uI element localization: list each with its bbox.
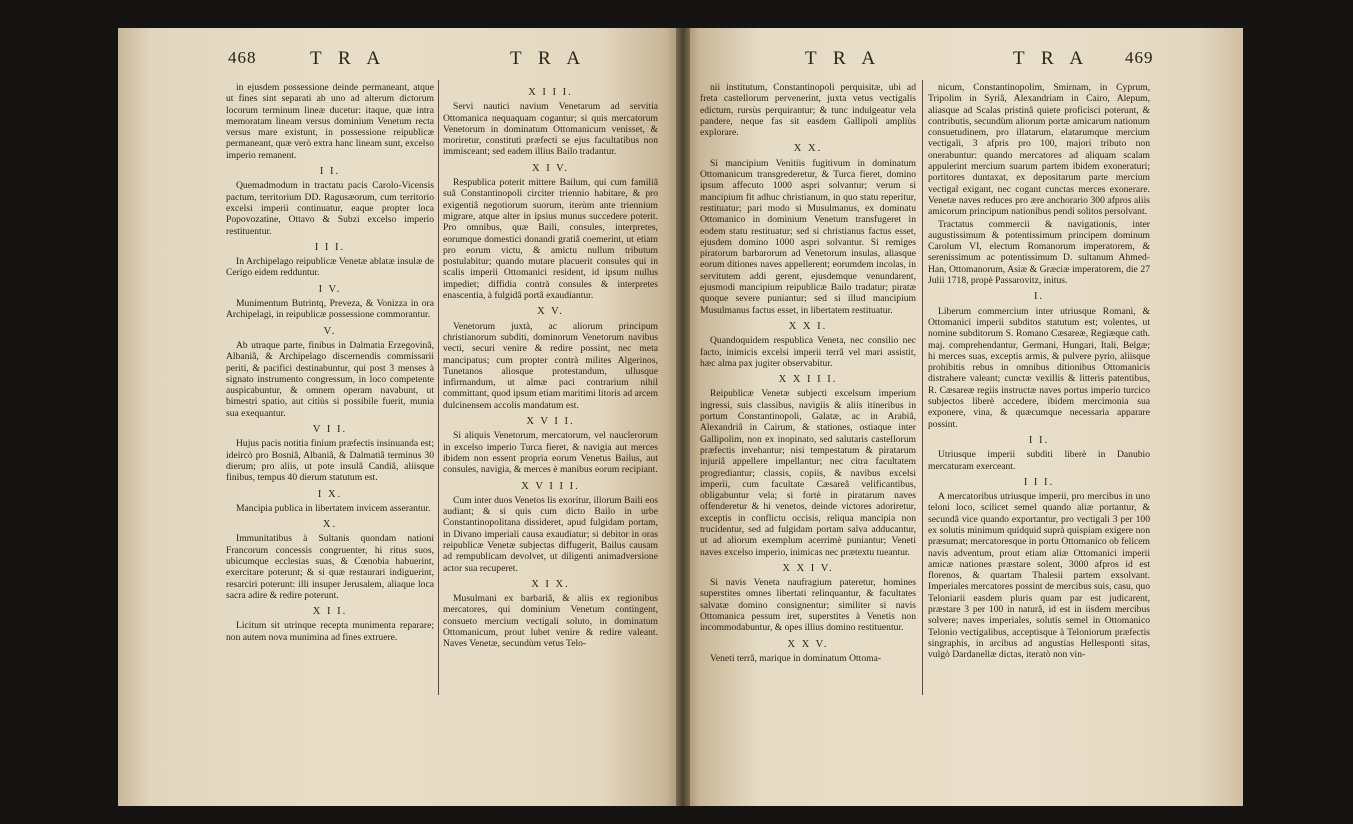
paragraph: in ejusdem possessione deinde permaneant, atque ut fines sint separati ab uno ad alterum dictorum locorum terminum lineæ ducetur: itaque, quæ intra memoratam lineam versus dominium Venetum recta versus mare existunt, in possessione reipublicæ permaneant, quæ verò extra hanc lineam sunt, excelso imperio remanent. [226,82,434,161]
paragraph: Mancipia publica in libertatem invicem asserantur. [236,502,431,514]
book-gutter [676,28,690,806]
paragraph: A mercatoribus utriusque imperii, pro mercibus in uno teloni loco, scilicet semel quando aliæ portantur, & secundâ vice quando exportantur, pro vectigali 3 per 100 ex solutis minimum quidquid suprà quispiam exigere non præsumat; mercatoresque in portu Ottomanico ob felicem navis adventum, prout etiam aliæ Ottomanici imperii amicæ nationes præstare solent, 3000 afpros id est florenos, & quartam Thalesii partem exsolvant. Imperiales mercatores possint de mercibus suis, casu, quo Teloniarii easdem pluris quam par est judicarent, præstare 3 per 100 in naturâ, id est in iisdem mercibus solvere; naves imperiales, solutis semel in Ottomanico Telonio vectigalibus, acceptisque à Teloniorum præfectis singraphis, in arcibus ad angustias Hellesponti sitas, vulgò Dardanellæ dictas, iteratò non vin- [928,491,1150,661]
right-column-rule [922,80,923,695]
section-number: X X V. [787,638,829,650]
left-column-rule [438,80,439,695]
paragraph: Servi nautici navium Venetarum ad servitia Ottomanica nequaquam cogantur; si quis mercatorum Venetorum in dominatum Ottomanicum venisset, & moriretur, constituti præfecti se ejus facultatibus non immisceant; sed eadem illius Bailo tradantur. [443,101,658,158]
paragraph: Tractatus commercii & navigationis, inter augustissimum & potentissimum principem dominum Carolum VI, electum Romanorum imperatorem, & serenissimum ac potentissimum D. sultanum Ahmed-Han, Ottomanorum, Asiæ & Græciæ imperatorem, die 27 Julii 1718, propè Passarovitz, initus. [928,218,1150,287]
paragraph: Cum inter duos Venetos lis exoritur, illorum Baili eos audiant; & si quis cum dicto Bailo in urbe Constantinopolitana dissideret, apud fulgidam portam, in Divano imperiali causa exaudiatur; si debitor in oras reipublicæ Venetæ subjectas diffugerit, Bailus causam ad rempublicam devolvet, ut diligenti animadversione actor sua recuperet. [443,494,658,574]
paragraph: Liberum commercium inter utriusque Romani, & Ottomanici imperii subditos statutum est; volentes, ut nomine subditorum S. Romano Cæsareæ, Regiæque cath. maj. comprehendantur, Germani, Hungari, Itali, Belgæ; hi merces suas, exceptis armis, & pulvere pyrio, aliisque prohibitis rebus in omnibus ditionibus Ottomanicis distrahere valeant; cunctæ vexillis & litteris patentibus, R. Cæsareæ regiis instructæ naves portus imperio turcico subjectos liberè accedere, ibidem mercimonia sua exponere, vina, & quæcumque necessaria apparare possint. [928,305,1150,430]
paragraph: Ab utraque parte, finibus in Dalmatia Erzegovinâ, Albaniâ, & Archipelago discernendis commissarii periti, & pacifici destinabuntur, qui post 3 menses à signato instrumento congressum, in loco competente auspicabuntur, & omnem operam navabunt, ut bimestri spatio, aut citiùs si possibile fuerit, munia sua exequantur. [226,339,434,419]
paragraph: Venetorum juxtà, ac aliorum principum christianorum subditi, dominorum Venetorum navibus vecti, securi venire & redire possint, nec meta mancipatus; cum propter contrà milites Algerinos, Tunetanos aliosque protestandum, ullusque infirmandum, ut almæ paci contrarium nihil committant, quod ipsum etiam maritimi litoris ad arcem dulcinensem accolis mandatum est. [443,320,658,411]
paragraph: Licitum sit utrinque recepta munimenta reparare; non autem nova munimina ad fines extruere. [226,620,434,643]
section-number: X X. [793,143,823,155]
section-number: I. [1033,291,1045,303]
left-running-head-1: T R A [310,48,387,69]
section-number: I I I. [1023,476,1055,488]
right-page-column-2 [928,82,1150,782]
paragraph: In Archipelago reipublicæ Venetæ ablatæ insulæ de Cerigo eidem redduntur. [226,256,434,279]
paragraph: Veneti terrâ, marique in dominatum Ottoma- [710,652,882,664]
right-page-number: 469 [1125,48,1154,67]
left-running-head-2: T R A [510,48,587,69]
paragraph: Respublica poterit mittere Bailum, qui cum familiâ suâ Constantinopoli circiter triennio habitare, & pro exigentiâ negotiorum suorum, iterùm ante triennium migrare, atque alter in ipsius munus succedere poterit. Pro omnibus, quæ Baili, consules, interpretes, eorumque domestici donandi gratiâ coemerint, ut etiam pro eorum victu, & amictu nullum tributum postulabitur; quando mutare placuerit consules qui in scalis imperii Ottomanici resident, id ipsum nullus impediet; diffidia contrà consules & interpretes enascentia, à fulgidâ portâ exaudiantur. [443,177,658,302]
section-number: X I X. [531,578,570,590]
section-number: X I I. [312,606,348,618]
right-running-head-1: T R A [805,48,882,69]
paragraph: Si aliquis Venetorum, mercatorum, vel nauclerorum in excelso imperio Turca fieret, & navigia aut merces ibidem non essent propria eorum Venetus Bailus, aut consules, navigia, & merces è manibus eorum recipiant. [443,430,658,476]
section-number: X I V. [532,162,569,174]
paragraph: Musulmani ex barbariâ, & aliis ex regionibus mercatores, qui dominium Venetum contingent, consueto mercium vectigali soluto, in dominatum Ottomanicum, prout lubet venire & redire valeant. Naves Venetæ, secundùm vetus Telo- [443,593,658,650]
right-running-head-2: T R A [1013,48,1090,69]
section-number: X V I I I. [521,480,580,492]
section-number: I I. [319,166,341,178]
left-page-column-2 [443,82,658,782]
paragraph: Quandoquidem respublica Veneta, nec consilio nec facto, inimicis excelsi imperii terrâ vel mari assistit, hæc alma pax jugiter observabitur. [700,335,916,369]
paragraph: Quemadmodum in tractatu pacis Carolo-Vicensis pactum, territorium DD. Ragusæorum, cum territorio excelsi imperii continuatur, eaque propter loca Popovozatine, Ottavo & Subzi excelso imperio restituentur. [226,180,434,237]
right-page-column-1 [700,82,916,782]
section-number: X I I I. [528,87,573,98]
section-number: X V I I. [526,416,575,428]
section-number: X. [322,519,338,531]
section-number: I V. [318,283,342,295]
section-number: I I I. [314,241,346,253]
left-page-number: 468 [228,48,257,67]
paragraph: Hujus pacis notitia finium præfectis insinuanda est; ideircò pro Bosniâ, Albaniâ, & Dalmatiâ terminus 30 dierum; pro aliis, ut pote insulâ Candiâ, aliisque finibus, tempus 40 dierum statutum est. [226,438,434,484]
section-number: I X. [317,488,343,500]
section-number: X X I V. [782,562,834,574]
left-page-column-1 [226,82,434,782]
section-number: X X I I I. [778,374,838,386]
paragraph: Reipublicæ Venetæ subjecti excelsum imperium ingressi, suis classibus, navigiis & aliis itineribus in portum Constantinopoli, Galatæ, ac in Arabiâ, Alexandriâ in Cairum, & stationes, ostiaque inter Gallipolim, non ex inopinato, sed salutaris castellorum præfectis invehantur; nisi tempestatum & piratarum injuriâ appellere impellantur; nec citra facultatem progrediantur; classis, copiis, & navibus excelsi imperii, cum facultate Cæsareâ velificantibus, obligabuntur vela; si fortè in piratarum naves offenderetur & hi venetos, deinde victores adoriretur, exceptis in conflictu occisis, reliqua mancipia non trucidentur, sed ad fulgidam portam salva adducantur, ut ad aliorum exemplum acerrimè puniantur; Veneti naves excelso imperio, inimicas nec prætextu tueantur. [700,388,916,558]
paragraph: Si navis Veneta naufragium pateretur, homines superstites omnes libertati relinquantur, & facultates salvatæ domino consignentur; similiter si navis Ottomanica pessum iret, superstites à Venetis non incommodabuntur, & opes illius domino restituentur. [700,577,916,634]
paragraph: Si mancipium Venitiis fugitivum in dominatum Ottomanicum transgrederetur, & Turca fieret, domino ipsum affecuto 1000 aspri solvantur; verum si mancipium fit adhuc christianum, in quo statu reperitur, restituatur; pari modo si Musulmanus, ex dominatu Ottomanico in dominium Venetum transfugeret in eodem statu restituatur; sed si christianus factus esset, ejusdem domino 1000 aspri solvantur. Si remiges piratorum barbarorum ad Venetorum insulas, aliasque eorum ditiones naves appellerent; eorumdem incolas, in servitutem addi gerent, ejusdemque venundarent, ejusmodi mancipium reipublicæ Bailo tradatur; piratæ quoque severe puniantur; sed si illud mancipium Musulmanus factus esset, in libertatem restituatur. [700,157,916,316]
paragraph: Utriusque imperii subditi liberè in Danubio mercaturam exerceant. [928,449,1150,472]
section-number: I I. [1028,434,1050,446]
section-number: V. [323,325,337,337]
paragraph: nicum, Constantinopolim, Smirnam, in Cyprum, Tripolim in Syriâ, Alexandriam in Cairo, Alepum, aliasque ad Scalas pristinâ quiete proficisci poterunt, & contributis, secundùm aliorum portæ amicarum nationum consuetudinem, pro illatarum, elatarumque mercium vectigali, 3 afpris pro 100, majori tributo non onerabuntur: quando mercatores ad aliquam scalam appulerint mercium suarum partem ibidem exoneraturi; portitores duntaxat, ex depositarum parte mercium vectigal exigant, nec cogant cunctas merces exonerare. Venetæ naves reduces pro ære anchorario 300 afpros aliis amicorum principum nationibus pendi solitos persolvant. [928,82,1150,218]
section-number: X X I. [788,320,828,332]
section-number: V I I. [312,424,348,436]
paragraph: nii institutum, Constantinopoli perquisitæ, ubi ad freta castellorum pervenerint, juxta vetus vectigalis edictum, rursùs perquirantur; & tunc indulgeatur vela pandere, neque fas sit easdem Gallipoli ampliùs explorare. [700,82,916,139]
paragraph: Munimentum Butrintq, Preveza, & Vonizza in ora Archipelagi, in reipublicæ possessione commorantur. [226,298,434,321]
paragraph: Immunitatibus à Sultanis quondam nationi Francorum concessis congruenter, hi ritus suos, ubicumque ecclesias suas, & Cœnobia habuerint, exercitare poterunt; & si quæ restaurari indiguerint, resarciri poterunt: illi insuper Jerusalem, aliaque loca sacra adire & redire poterunt. [226,533,434,601]
section-number: X V. [537,306,564,318]
